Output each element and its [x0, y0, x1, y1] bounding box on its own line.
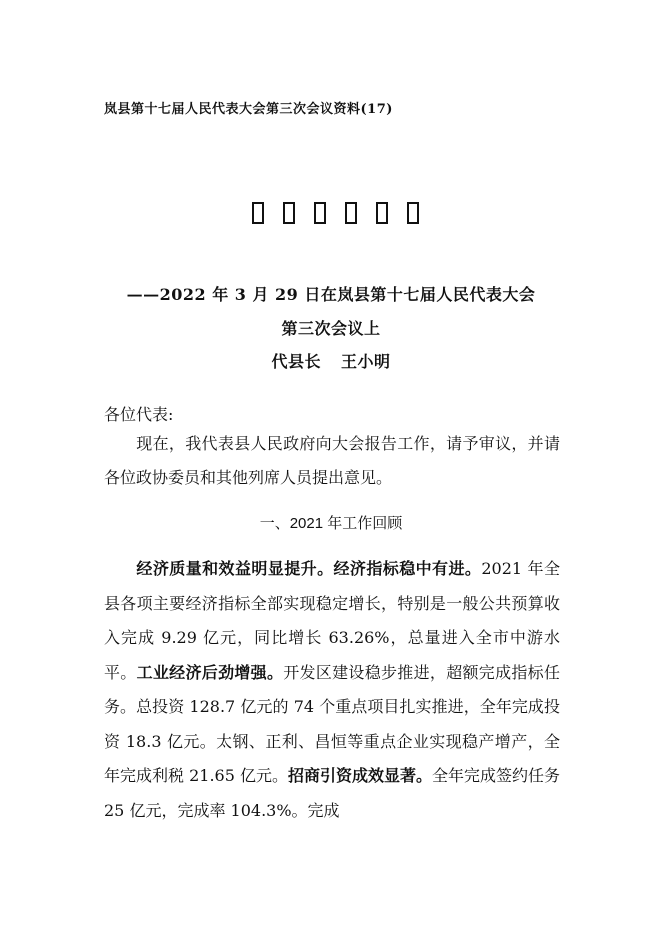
- section-heading: 一、2021 年工作回顾: [259, 515, 403, 532]
- bold-lead-industry: 工业经济后劲增强。: [136, 662, 284, 682]
- speaker-line: [0, 349, 662, 372]
- title-glyph-box: [283, 202, 295, 224]
- intro-paragraph: [104, 427, 560, 495]
- bold-lead-economy: 经济质量和效益明显提升。经济指标稳中有进。: [136, 559, 482, 578]
- body-text-investment: 全年完成签约任务 25 亿元，完成率 104.3%。完成: [104, 766, 561, 820]
- title-glyph-box: [345, 202, 357, 224]
- report-title: [252, 202, 419, 224]
- speaker-name: 王小明: [341, 352, 391, 371]
- document-header-label: 岚县第十七届人民代表大会第三次会议资料(17): [104, 102, 393, 117]
- title-glyph-box: [407, 202, 419, 224]
- speaker-role: 代县长: [271, 352, 321, 371]
- title-glyph-box: [252, 202, 264, 224]
- body-text-industry: 开发区建设稳步推进，超额完成指标任务。总投资 128.7 亿元的 74 个重点项目扎实推进，全年完成投资 18.3 亿元。太钢、正利、昌恒等重点企业实现稳产增产，全年完成利税 21.65 亿元。: [104, 662, 560, 785]
- body-paragraph: [104, 552, 560, 828]
- title-glyph-box: [314, 202, 326, 224]
- bold-lead-investment: 招商引资成效显著。: [287, 766, 432, 785]
- title-glyph-box: [376, 202, 388, 224]
- salutation: 各位代表:: [104, 405, 174, 424]
- intro-paragraph-text: 现在，我代表县人民政府向大会报告工作，请予审议，并请各位政协委员和其他列席人员提出意见。: [104, 434, 560, 487]
- subtitle-session-line: 第三次会议上: [281, 319, 381, 338]
- body-text-economy: 2021 年全县各项主要经济指标全部实现稳定增长，特别是一般公共预算收入完成 9.29 亿元，同比增长 63.26%，总量进入全市中游水平。: [104, 559, 560, 682]
- subtitle-date-line: ——2022 年 3 月 29 日在岚县第十七届人民代表大会: [126, 285, 536, 304]
